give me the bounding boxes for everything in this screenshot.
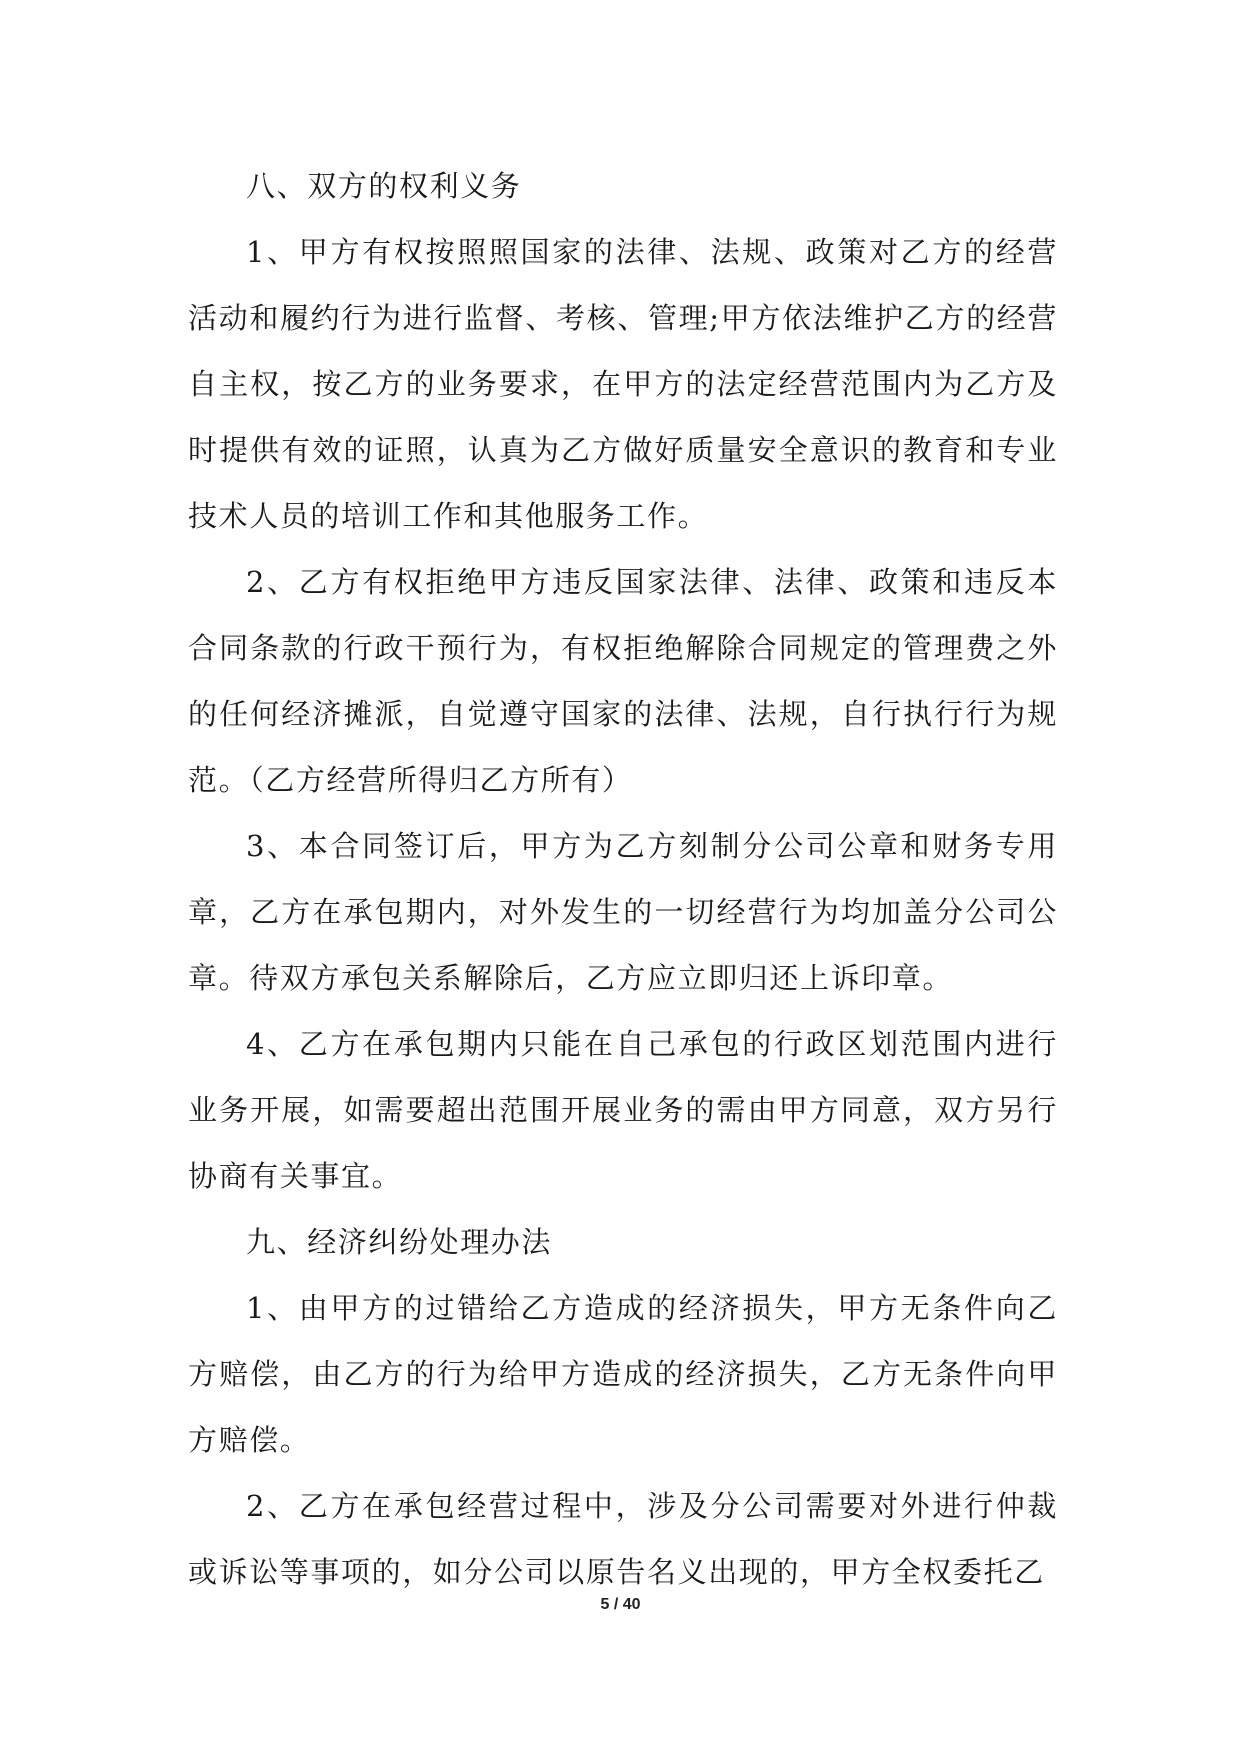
clause-8-1: 1、甲方有权按照照国家的法律、法规、政策对乙方的经营活动和履约行为进行监督、考核、管理;甲方依法维护乙方的经营自主权，按乙方的业务要求，在甲方的法定经营范围内为乙方及时提供有效的证照，认真为乙方做好质量安全意识的教育和专业技术人员的培训工作和其他服务工作。	[188, 235, 1058, 533]
clause-9-1: 1、由甲方的过错给乙方造成的经济损失，甲方无条件向乙方赔偿，由乙方的行为给甲方造成的经济损失，乙方无条件向甲方赔偿。	[188, 1291, 1058, 1457]
section-heading-dispute-resolution: 九、经济纠纷处理办法	[246, 1225, 553, 1259]
page-number: 5 / 40	[600, 1596, 641, 1613]
clause-9-2: 2、乙方在承包经营过程中，涉及分公司需要对外进行仲裁或诉讼等事项的，如分公司以原告名义出现的，甲方全权委托乙	[188, 1489, 1058, 1589]
clause-8-4: 4、乙方在承包期内只能在自己承包的行政区划范围内进行业务开展，如需要超出范围开展业务的需由甲方同意，双方另行协商有关事宜。	[188, 1027, 1058, 1193]
section-heading-rights-obligations: 八、双方的权利义务	[246, 169, 522, 203]
clause-8-2: 2、乙方有权拒绝甲方违反国家法律、法律、政策和违反本合同条款的行政干预行为，有权拒绝解除合同规定的管理费之外的任何经济摊派，自觉遵守国家的法律、法规，自行执行行为规范。（乙方经营所得归乙方所有）	[188, 565, 1058, 797]
page-body	[188, 153, 1058, 1605]
clause-8-3: 3、本合同签订后，甲方为乙方刻制分公司公章和财务专用章，乙方在承包期内，对外发生的一切经营行为均加盖分公司公章。待双方承包关系解除后，乙方应立即归还上诉印章。	[188, 829, 1058, 995]
